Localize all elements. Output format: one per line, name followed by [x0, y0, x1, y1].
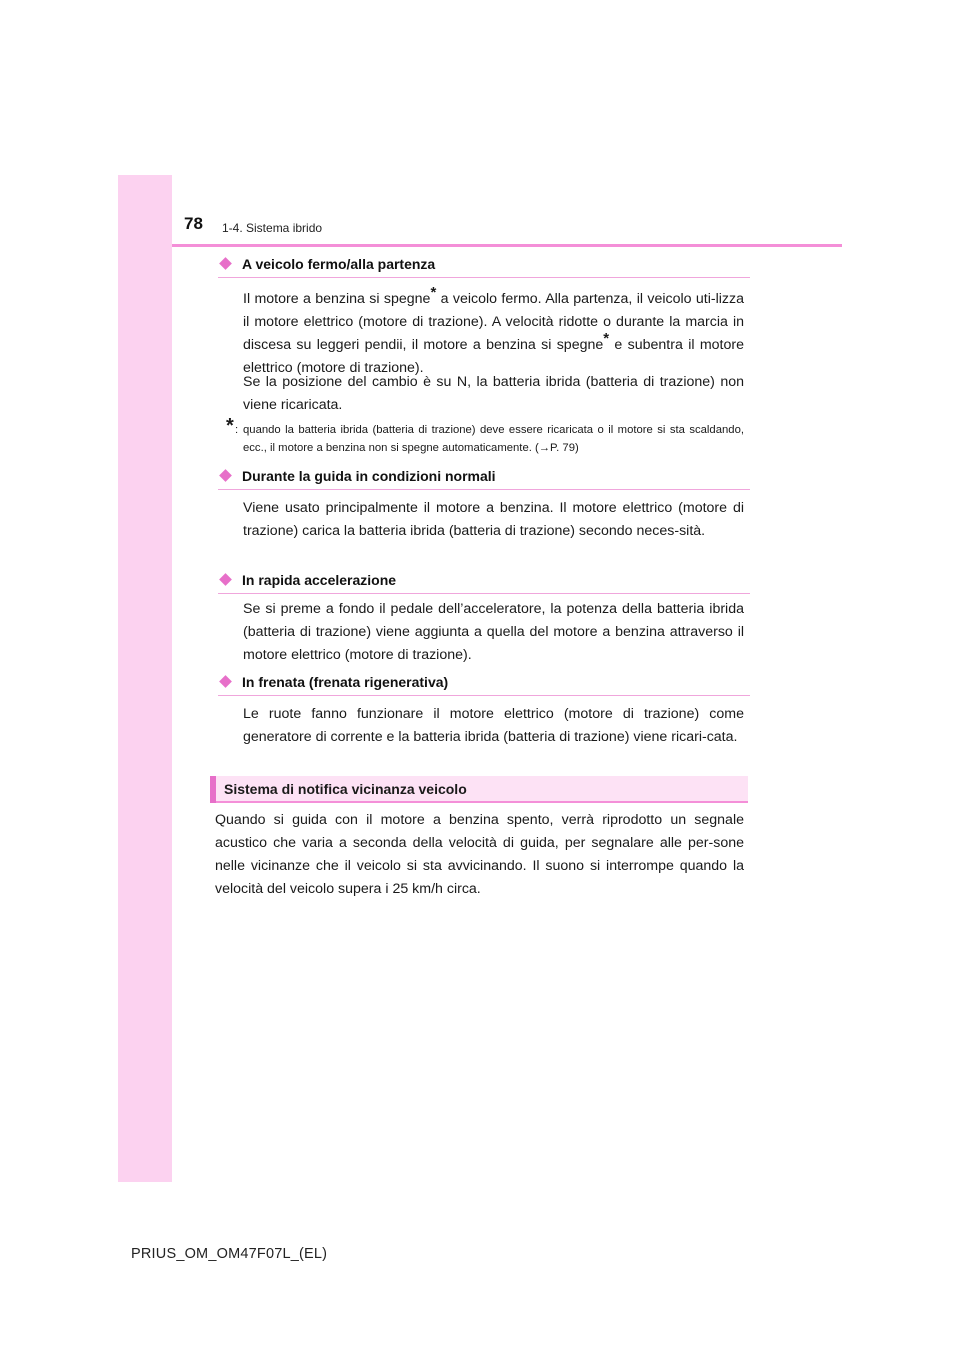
paragraph-veicolo-fermo-1: Il motore a benzina si spegne* a veicolo fermo. Alla partenza, il veicolo uti-lizza il motore elettrico (motore di trazione). A velocità ridotte o durante la marcia in discesa su leggeri pendii, il motore a benzina si spegne* e subentra il motore elettrico (motore di trazione). — [243, 284, 744, 376]
subheading-label: Durante la guida in condizioni normali — [242, 468, 496, 484]
diamond-bullet-icon — [219, 573, 232, 586]
paragraph-rapida-accelerazione: Se si preme a fondo il pedale dell’acceleratore, la potenza della batteria ibrida (batteria di trazione) viene aggiunta a quella del motore a benzina attraverso il motore elettrico (motore di trazione). — [243, 601, 744, 663]
subheading-rule — [218, 489, 750, 490]
subheading-label: A veicolo fermo/alla partenza — [242, 256, 436, 272]
subheading-label: In rapida accelerazione — [242, 572, 397, 588]
side-bar — [118, 175, 172, 1182]
diamond-bullet-icon — [219, 675, 232, 688]
diamond-bullet-icon — [219, 257, 232, 270]
paragraph-veicolo-fermo-2: Se la posizione del cambio è su N, la batteria ibrida (batteria di trazione) non viene ricaricata. — [243, 374, 744, 413]
subheading-rule — [218, 695, 750, 696]
footnote: * : quando la batteria ibrida (batteria di trazione) deve essere ricaricata o il motore si sta scaldando, ecc., il motore a benzina non si spegne automaticamente. (→P. 79) — [228, 421, 744, 457]
header-rule — [172, 244, 842, 247]
paragraph-frenata: Le ruote fanno funzionare il motore elettrico (motore di trazione) come generatore di corrente e la batteria ibrida (batteria di trazione) viene ricari-cata. — [243, 706, 744, 745]
footnote-text: quando la batteria ibrida (batteria di trazione) deve essere ricaricata o il motore si sta scaldando, ecc., il motore a benzina non si spegne automaticamente. (→P. 79) — [243, 424, 744, 454]
asterisk-mark: * — [430, 284, 437, 301]
subheading-rule — [218, 277, 750, 278]
notification-heading: Sistema di notifica vicinanza veicolo — [224, 781, 467, 797]
asterisk-mark: * — [603, 330, 610, 347]
paragraph-guida-normale: Viene usato principalmente il motore a benzina. Il motore elettrico (motore di trazione) carica la batteria ibrida (batteria di trazione) secondo neces-sità. — [243, 500, 744, 539]
page-number: 78 — [184, 214, 203, 233]
subheading-rule — [218, 593, 750, 594]
footer-code: PRIUS_OM_OM47F07L_(EL) — [131, 1246, 328, 1262]
subheading-label: In frenata (frenata rigenerativa) — [242, 674, 449, 690]
diamond-bullet-icon — [219, 469, 232, 482]
paragraph-notifica: Quando si guida con il motore a benzina spento, verrà riprodotto un segnale acustico che varia a seconda della velocità di guida, per segnalare alle per-sone nelle vicinanze che il veicolo si sta avvicinando. Il suono si interrompe quando la velocità del veicolo supera i 25 km/h circa. — [215, 812, 744, 897]
notification-heading-box — [210, 776, 748, 803]
section-title: 1-4. Sistema ibrido — [222, 221, 323, 235]
heading-accent-bar — [210, 776, 216, 803]
footnote-asterisk: * — [226, 415, 234, 437]
